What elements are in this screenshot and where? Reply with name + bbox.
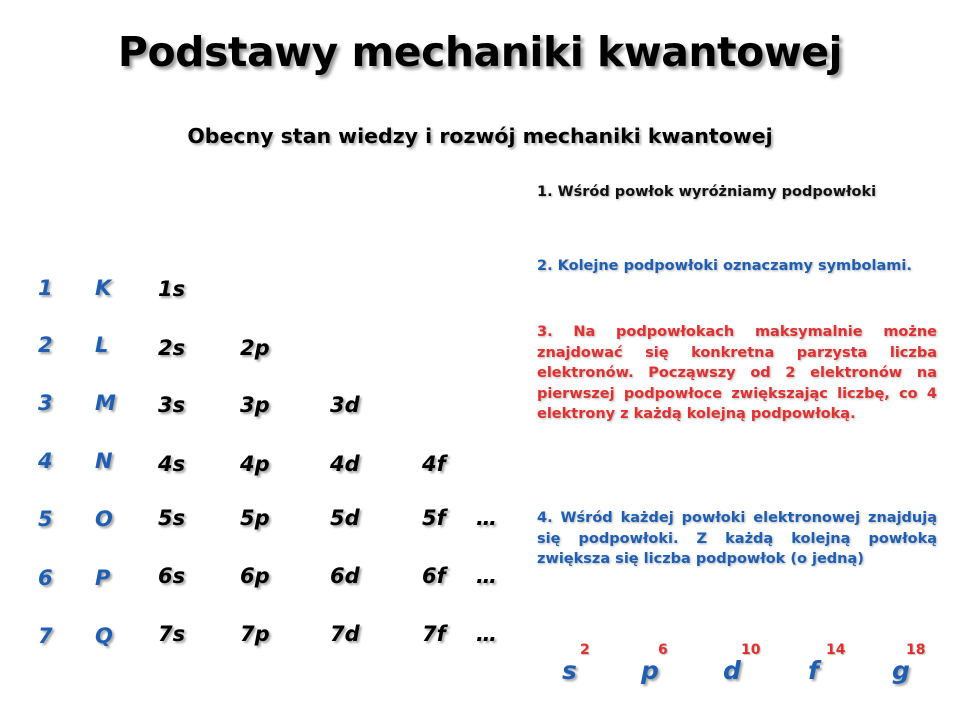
- page-subtitle: Obecny stan wiedzy i rozwój mechaniki kwantowej: [187, 124, 773, 148]
- note-2: 2. Kolejne podpowłoki oznaczamy symbolami.: [537, 258, 912, 274]
- shell-letter-P: P: [95, 566, 111, 590]
- subshell-5s: 5s: [158, 506, 186, 530]
- shell-letter-O: O: [95, 507, 113, 531]
- subshell-2s: 2s: [158, 336, 186, 360]
- subshell-more-5: …: [476, 506, 497, 530]
- subshell-6d: 6d: [330, 564, 360, 588]
- shell-number-5: 5: [38, 507, 53, 531]
- subshell-3p: 3p: [240, 393, 270, 417]
- shell-number-1: 1: [38, 276, 53, 300]
- shell-number-6: 6: [38, 566, 53, 590]
- subshell-1s: 1s: [158, 277, 186, 301]
- shell-number-4: 4: [38, 449, 53, 473]
- capacity-symbol-p: p: [641, 656, 659, 685]
- shell-letter-K: K: [95, 276, 112, 300]
- note-4: 4. Wśród każdej powłoki elektronowej znajdują się podpowłoki. Z każdą kolejną powłoką zwiększa się liczba podpowłok (o jedną): [537, 510, 937, 568]
- subshell-4d: 4d: [330, 452, 360, 476]
- capacity-max-p: 6: [658, 642, 668, 658]
- shell-letter-Q: Q: [95, 624, 113, 648]
- capacity-max-d: 10: [741, 642, 761, 658]
- subshell-5f: 5f: [422, 506, 446, 530]
- subshell-4p: 4p: [240, 452, 270, 476]
- subshell-4f: 4f: [422, 452, 446, 476]
- subshell-more-7: …: [476, 622, 497, 646]
- capacity-max-f: 14: [826, 642, 846, 658]
- subshell-more-6: …: [476, 564, 497, 588]
- subshell-3s: 3s: [158, 393, 186, 417]
- subshell-7d: 7d: [330, 622, 360, 646]
- shell-letter-M: M: [95, 391, 116, 415]
- subshell-7s: 7s: [158, 622, 186, 646]
- shell-number-7: 7: [38, 624, 53, 648]
- subshell-4s: 4s: [158, 452, 186, 476]
- capacity-max-s: 2: [580, 642, 590, 658]
- subshell-7f: 7f: [422, 622, 446, 646]
- subshell-5d: 5d: [330, 506, 360, 530]
- shell-number-2: 2: [38, 333, 53, 357]
- page-title: Podstawy mechaniki kwantowej: [117, 28, 843, 76]
- subshell-3d: 3d: [330, 393, 360, 417]
- note-3: 3. Na podpowłokach maksymalnie możne znajdować się konkretna parzysta liczba elektronów. Począwszy od 2 elektronów na pierwszej podpowłoce zwiększając liczbę, co 4 elektrony z każdą kolejną podpowłoką.: [537, 324, 937, 423]
- subshell-6f: 6f: [422, 564, 446, 588]
- shell-letter-N: N: [95, 449, 113, 473]
- capacity-symbol-d: d: [723, 656, 741, 685]
- capacity-symbol-s: s: [562, 656, 577, 685]
- note-1: 1. Wśród powłok wyróżniamy podpowłoki: [537, 184, 877, 200]
- capacity-symbol-f: f: [808, 656, 819, 685]
- subshell-6p: 6p: [240, 564, 270, 588]
- subshell-2p: 2p: [240, 336, 270, 360]
- subshell-5p: 5p: [240, 506, 270, 530]
- shell-letter-L: L: [95, 333, 109, 357]
- capacity-symbol-g: g: [892, 656, 910, 685]
- capacity-max-g: 18: [906, 642, 926, 658]
- subshell-6s: 6s: [158, 564, 186, 588]
- subshell-7p: 7p: [240, 622, 270, 646]
- shell-number-3: 3: [38, 391, 53, 415]
